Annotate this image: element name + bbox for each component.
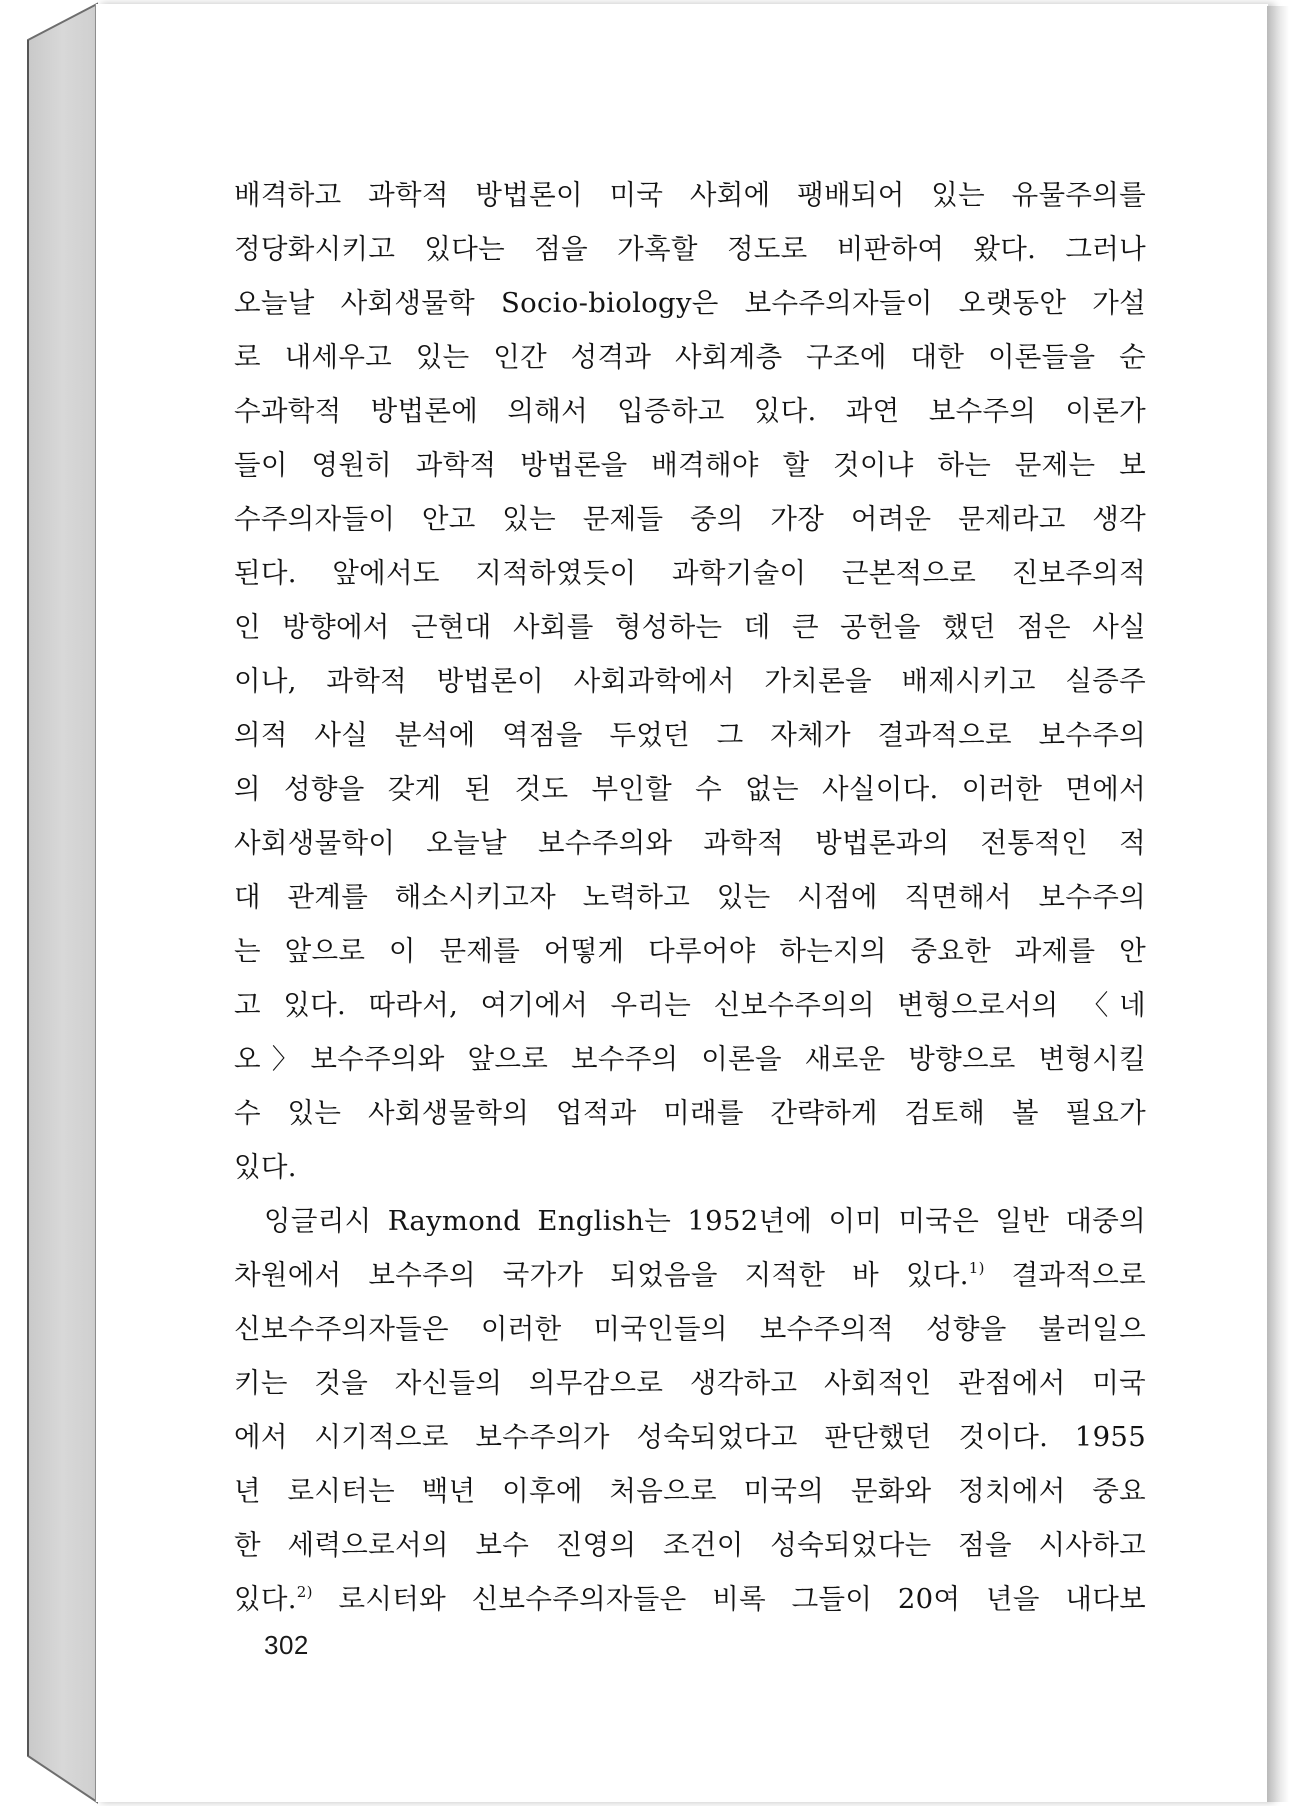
text-line: 수 있는 사회생물학의 업적과 미래를 간략하게 검토해 볼 필요가 xyxy=(234,1097,1146,1129)
body-text xyxy=(234,168,1146,1626)
text-line: 사회생물학이 오늘날 보수주의와 과학적 방법론과의 전통적인 적 xyxy=(234,827,1146,859)
text-segment: 결과적으로 xyxy=(984,1259,1146,1291)
footnote-marker: 2) xyxy=(296,1583,313,1601)
text-line: 된다. 앞에서도 지적하였듯이 과학기술이 근본적으로 진보주의적 xyxy=(234,557,1146,589)
text-line: 오늘날 사회생물학 Socio-biology은 보수주의자들이 오랫동안 가설 xyxy=(234,287,1146,319)
text-line: 수주의자들이 안고 있는 문제들 중의 가장 어려운 문제라고 생각 xyxy=(234,503,1146,535)
page-number: 302 xyxy=(264,1630,309,1660)
page-shadow xyxy=(1267,6,1289,1802)
text-line: 들이 영원히 과학적 방법론을 배격해야 할 것이냐 하는 문제는 보 xyxy=(234,449,1146,481)
text-segment: 차원에서 보수주의 국가가 되었음을 지적한 바 있다. xyxy=(234,1259,969,1291)
text-line: 수과학적 방법론에 의해서 입증하고 있다. 과연 보수주의 이론가 xyxy=(234,395,1146,427)
text-line: 신보수주의자들은 이러한 미국인들의 보수주의적 성향을 불러일으 xyxy=(234,1313,1146,1345)
text-line: 의 성향을 갖게 된 것도 부인할 수 없는 사실이다. 이러한 면에서 xyxy=(234,773,1146,805)
text-line: 배격하고 과학적 방법론이 미국 사회에 팽배되어 있는 유물주의를 xyxy=(234,179,1146,211)
text-line: 인 방향에서 근현대 사회를 형성하는 데 큰 공헌을 했던 점은 사실 xyxy=(234,611,1146,643)
text-line: 고 있다. 따라서, 여기에서 우리는 신보수주의의 변형으로서의 〈네 xyxy=(234,989,1146,1021)
text-line: 로 내세우고 있는 인간 성격과 사회계층 구조에 대한 이론들을 순 xyxy=(234,341,1146,373)
text-segment: 로시터와 신보수주의자들은 비록 그들이 20여 년을 내다보 xyxy=(338,1583,1147,1615)
text-line: 오〉보수주의와 앞으로 보수주의 이론을 새로운 방향으로 변형시킬 xyxy=(234,1043,1146,1075)
text-line: 에서 시기적으로 보수주의가 성숙되었다고 판단했던 것이다. 1955 xyxy=(234,1421,1146,1453)
footnote-marker: 1) xyxy=(968,1259,985,1277)
text-line-with-footnote xyxy=(234,1572,1146,1626)
text-line: 한 세력으로서의 보수 진영의 조건이 성숙되었다는 점을 시사하고 xyxy=(234,1529,1146,1561)
text-line: 의적 사실 분석에 역점을 두었던 그 자체가 결과적으로 보수주의 xyxy=(234,719,1146,751)
text-line: 년 로시터는 백년 이후에 처음으로 미국의 문화와 정치에서 중요 xyxy=(234,1475,1146,1507)
text-line: 키는 것을 자신들의 의무감으로 생각하고 사회적인 관점에서 미국 xyxy=(234,1367,1146,1399)
text-line: 잉글리시 Raymond English는 1952년에 이미 미국은 일반 대중의 xyxy=(264,1205,1146,1237)
text-line: 정당화시키고 있다는 점을 가혹할 정도로 비판하여 왔다. 그러나 xyxy=(234,233,1146,265)
text-segment: 있다. xyxy=(234,1583,297,1615)
text-line: 이나, 과학적 방법론이 사회과학에서 가치론을 배제시키고 실증주 xyxy=(234,665,1146,697)
text-line: 있다. xyxy=(234,1151,297,1183)
text-line: 는 앞으로 이 문제를 어떻게 다루어야 하는지의 중요한 과제를 안 xyxy=(234,935,1146,967)
text-line: 대 관계를 해소시키고자 노력하고 있는 시점에 직면해서 보수주의 xyxy=(234,881,1146,913)
text-line-with-footnote xyxy=(234,1248,1146,1302)
